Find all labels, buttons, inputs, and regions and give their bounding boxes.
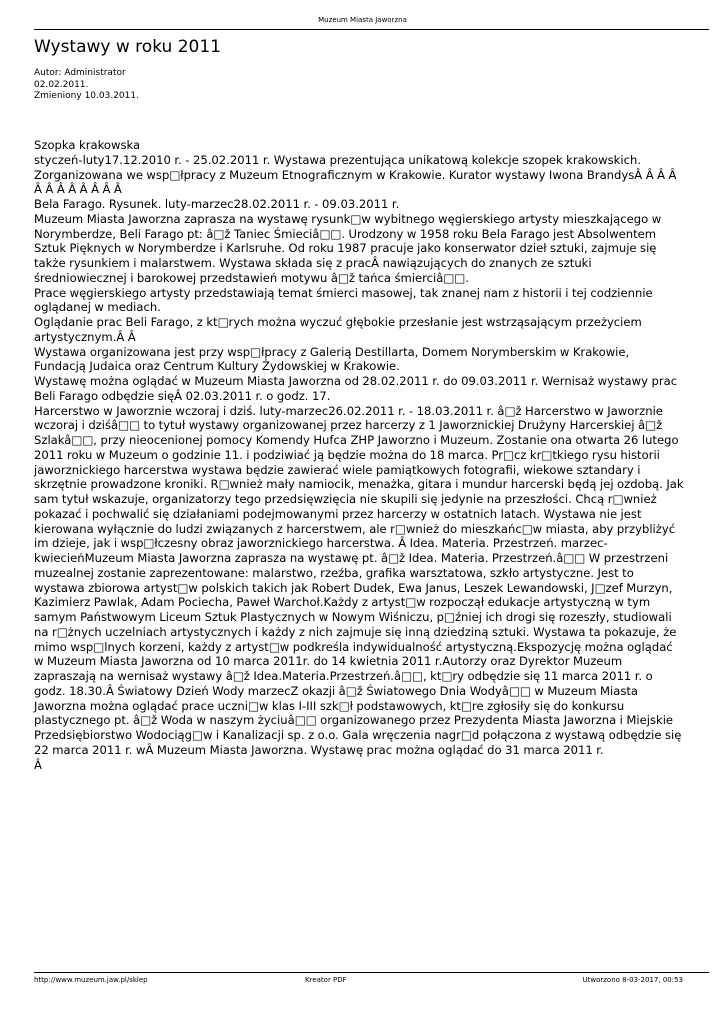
footer-url: http://www.muzeum.jaw.pl/sklep [34,976,148,984]
paragraph-farago-partners: Wystawa organizowana jest przy wsp□łpracy z Galerią Destillarta, Domem Norymberskim w Krakowie, Fundacją Judaica oraz Centrum Kultury Żydowskiej w Krakowie. [34,344,630,374]
paragraph-szopka-heading: Szopka krakowska [34,138,141,152]
author-line: Autor: Administrator [34,68,126,78]
article-body [34,138,684,772]
footer-created: Utworzono 8-03-2017, 00:53 [582,976,683,984]
paragraph-szopka: styczeń-luty17.12.2010 r. - 25.02.2011 r. Wystawa prezentująca unikatową kolekcje szopek krakowskich. Zorganizowana we wsp□łpracy z Muzeum Etnograficznym w Krakowie. Kurator wystawy Iwona BrandysÂ Â Â Â Â Â Â Â Â Â Â Â [34,152,677,197]
paragraph-farago-intro: Muzeum Miasta Jaworzna zaprasza na wystawę rysunk□w wybitnego węgierskiego artysty mieszkającego w Norymberdze, Beli Farago pt: â□ž Taniec Śmieciâ□□. Urodzony w 1958 roku Bela Farago jest Absolwentem Sztuk Pięknych w Norymberdze i Karlsruhe. Od roku 1987 pracuje jako konserwator dzieł sztuki, zajmuje się także rysunkiem i malarstwem. Wystawa składa się z pracÂ nawiązujących do znanych ze sztuki średniowiecznej i barokowej przedstawień motywu â□ž tańca śmierciâ□□. [34,211,662,285]
paragraph-farago-theme: Prace węgierskiego artysty przedstawiają temat śmierci masowej, tak znanej nam z historii i tej codziennie oglądanej w mediach. [34,285,653,315]
article-meta [34,68,334,103]
paragraph-trailing-glyph: Â [34,757,42,772]
paragraph-farago-experience: Oglądanie prac Beli Farago, z kt□rych można wyczuć głębokie przesłanie jest wstrząsającym przeżyciem artystycznym.Â Â [34,315,642,344]
article-title: Wystawy w roku 2011 [34,37,221,57]
header-divider [34,29,709,30]
paragraph-farago-dates: Wystawę można oglądać w Muzeum Miasta Jaworzna od 28.02.2011 r. do 09.03.2011 r. Wernisaż wystawy prac Beli Farago odbędzie sięÂ 02.03.2011 r. o godz. 17. [34,374,678,403]
modified-date: Zmieniony 10.03.2011. [34,91,139,101]
footer-generator: Kreator PDF [305,976,347,984]
created-date: 02.02.2011. [34,79,89,90]
footer-divider [34,972,709,973]
running-header: Muzeum Miasta Jaworzna [318,16,407,24]
paragraph-farago-heading: Bela Farago. Rysunek. luty-marzec28.02.2011 r. - 09.03.2011 r. [34,197,400,211]
paragraph-harcerstwo-and-more: Harcerstwo w Jaworznie wczoraj i dziś. luty-marzec26.02.2011 r. - 18.03.2011 r. â□ž Harcerstwo w Jaworznie wczoraj i dziśâ□□ to tytuł wystawy organizowanej przez harcerzy z 1 Jaworznickiej Drużyny Harcerskiej â□ž Szlakâ□□, przy nieocenionej pomocy Komendy Hufca ZHP Jaworzno i Muzeum. Zostanie ona otwarta 26 lutego 2011 roku w Muzeum o godzinie 11. i podziwiać ją będzie można do 18 marca. Pr□cz kr□tkiego rysu historii jaworznickiego harcerstwa wystawa będzie zawierać wiele pamiątkowych fotografii, wiekowe sztandary i skrzętnie prowadzone kroniki. R□wnież mały namiocik, menażka, gitara i mundur harcerski będą jej ozdobą. Jak sam tytuł wskazuje, organizatorzy tego przedsięwzięcia nie skupili się jedynie na przeszłości. Chcą r□wnież pokazać i pochwalić się działaniami podejmowanymi przez harcerzy w ostatnich latach. Wystawa nie jest kierowana wyłącznie do ludzi związanych z harcerstwem, ale r□wnież do mieszkańc□w miasta, aby przybliżyć im dzieje, jak i wsp□łczesny obraz jaworznickiego harcerstwa. Â Idea. Materia. Przestrzeń. marzec-kwiecieńMuzeum Miasta Jaworzna zaprasza na wystawę pt. â□ž Idea. Materia. Przestrzeń.â□□ W przestrzeni muzealnej zostanie zaprezentowane: malarstwo, rzeźba, grafika warsztatowa, szkło artystyczne. Jest to wystawa zbiorowa artyst□w polskich takich jak Robert Dudek, Ewa Janus, Leszek Lewandowski, J□zef Murzyn, Kazimierz Pawlak, Adam Pociecha, Paweł Warchoł.Każdy z artyst□w rozpoczął edukacje artystyczną w tym samym Państwowym Liceum Sztuk Plastycznych w Nowym Wiśniczu, p□źniej ich drogi się rozeszły, studiowali na r□żnych uczelniach artystycznych i każdy z nich zajmuje się inną dziedziną sztuki. Wystawa ta pokazuje, że mimo wsp□lnych korzeni, każdy z artyst□w podkreśla indywidualność artystyczną.Ekspozycję można oglądać w Muzeum Miasta Jaworzna od 10 marca 2011r. do 14 kwietnia 2011 r.Autorzy oraz Dyrektor Muzeum zapraszają na wernisaż wystawy â□ž Idea.Materia.Przestrzeń.â□□, kt□ry odbędzie się 11 marca 2011 r. o godz. 18.30.Â Światowy Dzień Wody marzecZ okazji â□ž Światowego Dnia Wodyâ□□ w Muzeum Miasta Jaworzna można oglądać prace uczni□w klas I-III szk□ł podstawowych, kt□re zgłosiły się do konkursu plastycznego pt. â□ž Woda w naszym życiuâ□□ organizowanego przez Prezydenta Miasta Jaworzna i Miejskie Przedsiębiorstwo Wodociąg□w i Kanalizacji sp. z o.o. Gala wręczenia nagr□d połączona z wystawą odbędzie się 22 marca 2011 r. wÂ Muzeum Miasta Jaworzna. Wystawę prac można oglądać do 31 marca 2011 r. [34,403,684,757]
